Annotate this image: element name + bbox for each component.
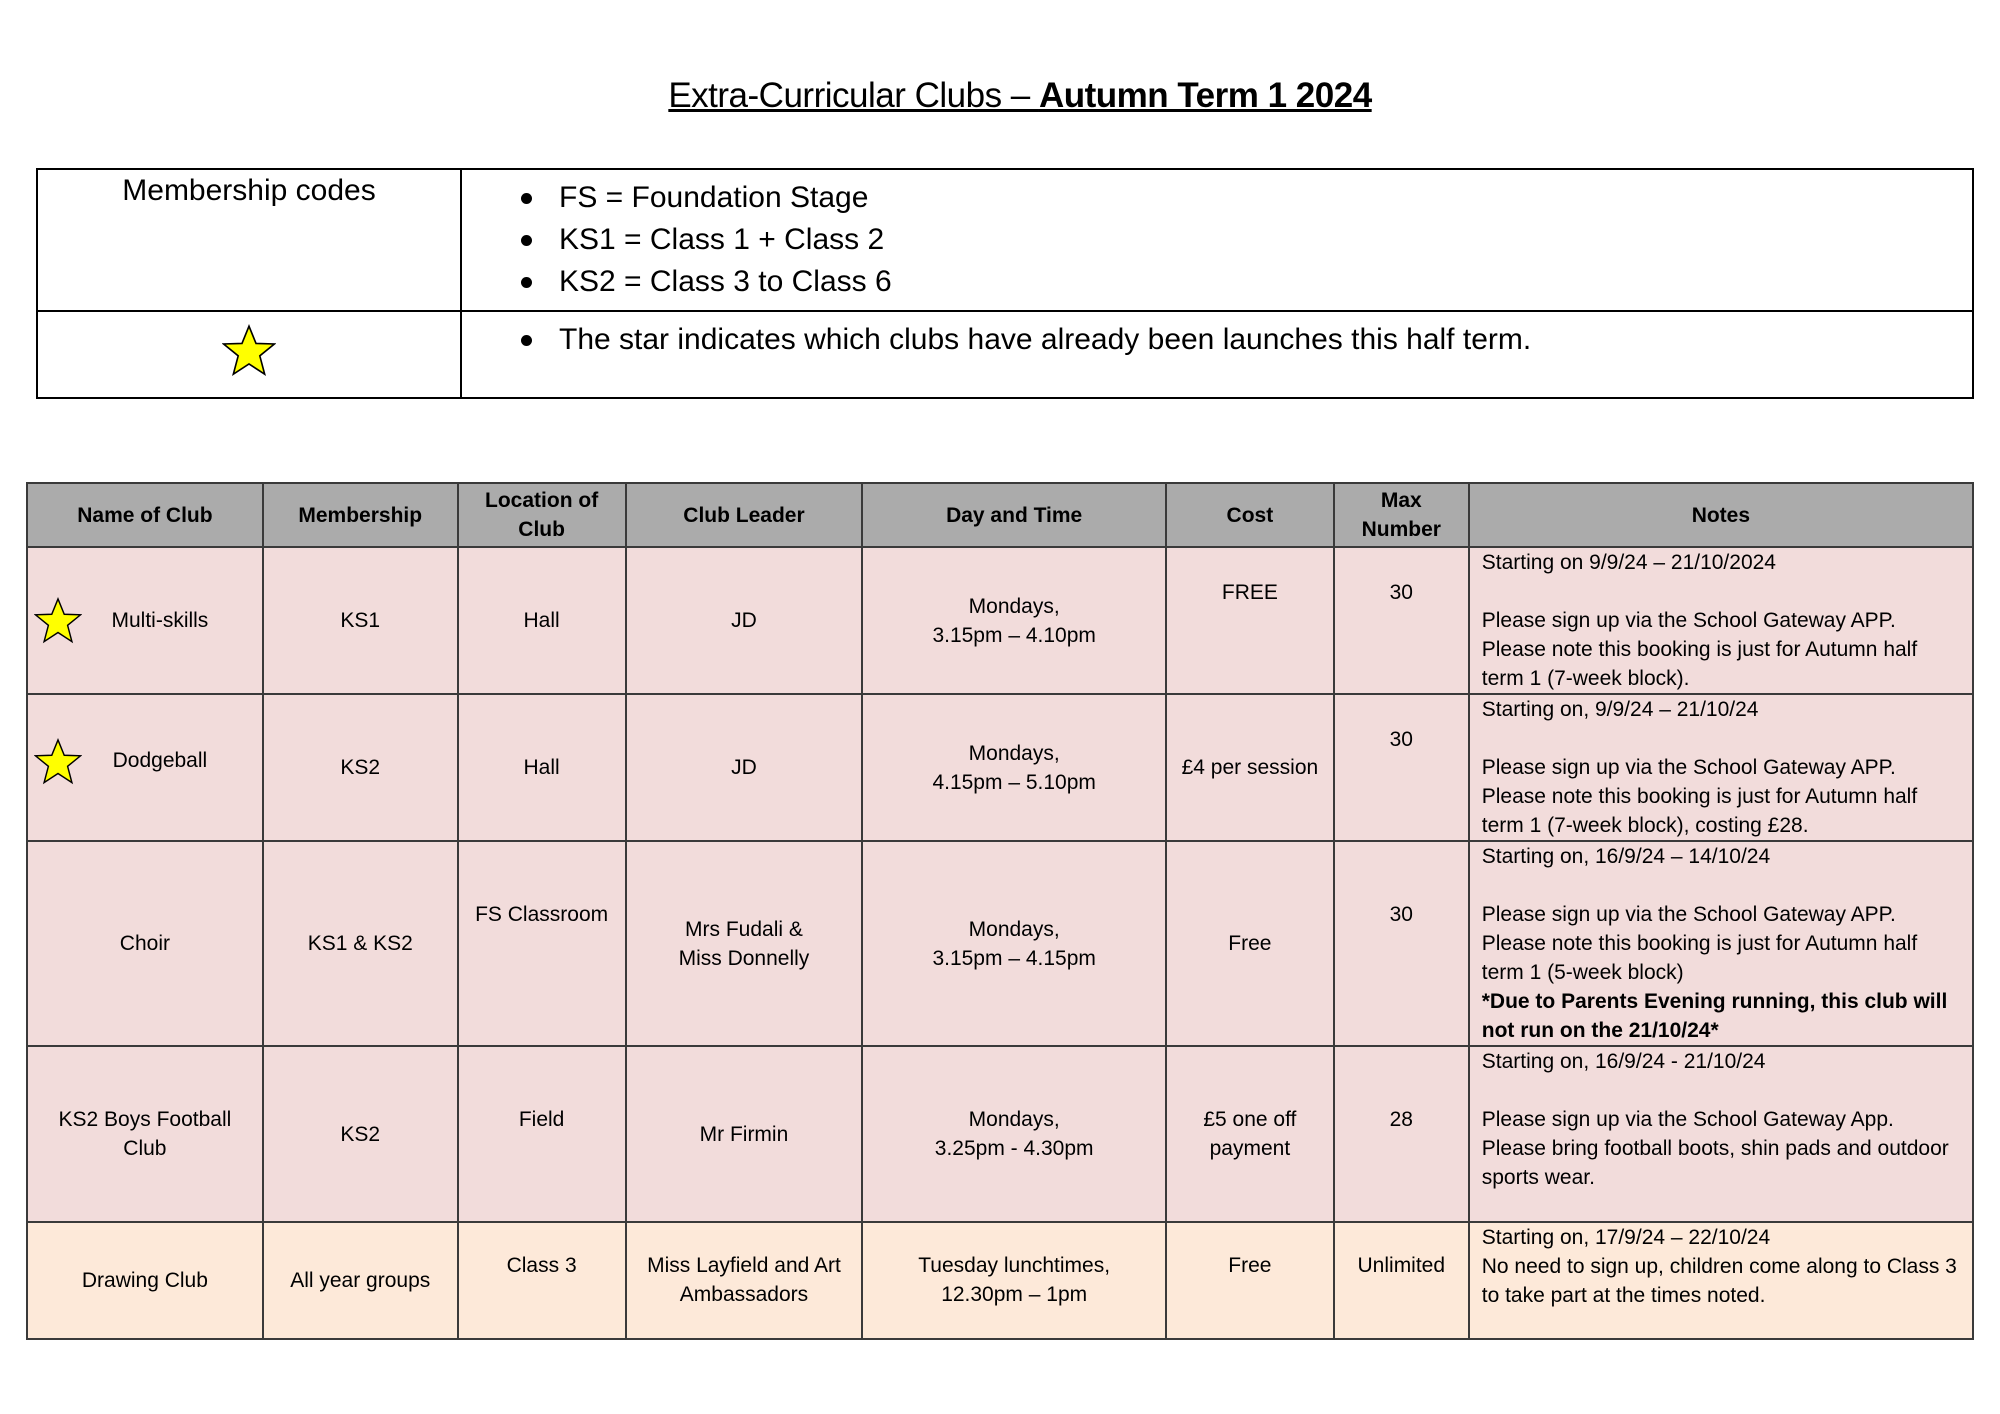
club-name: Choir [27, 841, 263, 1046]
club-day-time [862, 547, 1166, 694]
club-cost: Free [1166, 841, 1334, 1046]
header-notes: Notes [1469, 483, 1973, 547]
club-max: 30 [1334, 547, 1469, 694]
header-location: Location of Club [458, 483, 626, 547]
club-day-time [862, 1222, 1166, 1339]
club-notes [1469, 841, 1973, 1046]
membership-codes-list-cell [461, 169, 1973, 311]
codes-row [37, 169, 1973, 311]
club-leader: JD [626, 694, 863, 841]
club-time: 4.15pm – 5.10pm [932, 770, 1096, 794]
page-title [0, 76, 2000, 116]
code-ks2: KS2 = Class 3 to Class 6 [559, 261, 1971, 303]
club-name: Multi-skills [111, 609, 209, 632]
notes-start: Starting on 9/9/24 – 21/10/2024 [1481, 551, 1776, 574]
header-max: Max Number [1334, 483, 1469, 547]
notes-line: Please sign up via the School Gateway App. [1481, 1108, 1894, 1131]
notes-line: Please sign up via the School Gateway APP. [1481, 903, 1896, 926]
header-membership: Membership [263, 483, 458, 547]
club-leader: Miss Layfield and Art Ambassadors [626, 1222, 863, 1339]
table-header-row [27, 483, 1973, 547]
table-row [27, 841, 1973, 1046]
club-location: Field [458, 1046, 626, 1222]
club-max: 28 [1334, 1046, 1469, 1222]
club-day: Mondays, [968, 594, 1060, 618]
header-name: Name of Club [27, 483, 263, 547]
club-day: Mondays, [968, 741, 1060, 765]
club-membership: KS2 [263, 694, 458, 841]
club-membership: KS1 & KS2 [263, 841, 458, 1046]
notes-line: Please note this booking is just for Autumn half term 1 (5-week block) [1481, 932, 1918, 984]
table-row [27, 1222, 1973, 1339]
club-membership: KS1 [263, 547, 458, 694]
star-icon [222, 324, 276, 378]
club-time: 12.30pm – 1pm [941, 1283, 1088, 1306]
membership-codes-list [463, 177, 1971, 303]
notes-line: Please bring football boots, shin pads and outdoor sports wear. [1481, 1137, 1949, 1189]
star-key-note: The star indicates which clubs have already been launches this half term. [559, 319, 1971, 361]
code-ks1: KS1 = Class 1 + Class 2 [559, 219, 1971, 261]
star-icon [34, 597, 82, 645]
club-location: FS Classroom [458, 841, 626, 1046]
club-leader [626, 841, 863, 1046]
notes-line: Please sign up via the School Gateway APP. [1481, 756, 1896, 779]
club-leader-line: Miss Donnelly [678, 946, 810, 970]
club-day: Mondays, [968, 1108, 1060, 1131]
star-key-row [37, 311, 1973, 398]
notes-start: Starting on, 16/9/24 - 21/10/24 [1481, 1050, 1766, 1073]
notes-start: Starting on, 9/9/24 – 21/10/24 [1481, 698, 1759, 721]
code-fs: FS = Foundation Stage [559, 177, 1971, 219]
club-time: 3.15pm – 4.15pm [932, 946, 1096, 970]
table-row [27, 1046, 1973, 1222]
notes-line: No need to sign up, children come along to Class 3 to take part at the times noted. [1481, 1255, 1957, 1307]
club-cost: £5 one off payment [1166, 1046, 1334, 1222]
title-plain: Extra-Curricular Clubs – [668, 76, 1039, 115]
clubs-table [26, 482, 1974, 1340]
club-max: Unlimited [1334, 1222, 1469, 1339]
title-bold: Autumn Term 1 2024 [1038, 76, 1372, 115]
club-day: Mondays, [968, 917, 1060, 941]
club-notes [1469, 1222, 1973, 1339]
star-key-list [463, 319, 1971, 361]
club-leader: Mr Firmin [626, 1046, 863, 1222]
club-name: Drawing Club [27, 1222, 263, 1339]
notes-start: Starting on, 16/9/24 – 14/10/24 [1481, 845, 1771, 868]
club-notes [1469, 694, 1973, 841]
club-max: 30 [1334, 694, 1469, 841]
club-day: Tuesday lunchtimes, [918, 1254, 1111, 1277]
notes-line: Please note this booking is just for Autumn half term 1 (7-week block). [1481, 638, 1918, 690]
club-location: Hall [458, 694, 626, 841]
club-name: KS2 Boys Football Club [27, 1046, 263, 1222]
club-location: Class 3 [458, 1222, 626, 1339]
club-notes [1469, 1046, 1973, 1222]
club-day-time [862, 841, 1166, 1046]
header-cost: Cost [1166, 483, 1334, 547]
membership-codes-label: Membership codes [37, 169, 461, 311]
club-max: 30 [1334, 841, 1469, 1046]
membership-codes-table [36, 168, 1974, 399]
star-key-cell [37, 311, 461, 398]
club-day-time [862, 694, 1166, 841]
club-membership: All year groups [263, 1222, 458, 1339]
table-row [27, 694, 1973, 841]
notes-line: Please sign up via the School Gateway APP. [1481, 609, 1896, 632]
notes-line: Please note this booking is just for Autumn half term 1 (7-week block), costing £28. [1481, 785, 1918, 837]
club-day-time [862, 1046, 1166, 1222]
club-cost: FREE [1166, 547, 1334, 694]
club-membership: KS2 [263, 1046, 458, 1222]
header-day-time: Day and Time [862, 483, 1166, 547]
club-name-cell [27, 694, 263, 841]
club-notes [1469, 547, 1973, 694]
club-cost: Free [1166, 1222, 1334, 1339]
star-icon [34, 738, 82, 786]
header-leader: Club Leader [626, 483, 863, 547]
notes-start: Starting on, 17/9/24 – 22/10/24 [1481, 1226, 1771, 1249]
club-cost: £4 per session [1166, 694, 1334, 841]
club-leader-line: Mrs Fudali & [685, 917, 803, 941]
club-time: 3.25pm - 4.30pm [934, 1137, 1094, 1160]
star-key-note-cell [461, 311, 1973, 398]
notes-warning: *Due to Parents Evening running, this club will not run on the 21/10/24* [1481, 990, 1948, 1042]
club-name-cell [27, 547, 263, 694]
table-row [27, 547, 1973, 694]
club-location: Hall [458, 547, 626, 694]
club-leader: JD [626, 547, 863, 694]
club-time: 3.15pm – 4.10pm [932, 623, 1096, 647]
club-name: Dodgeball [112, 749, 208, 772]
